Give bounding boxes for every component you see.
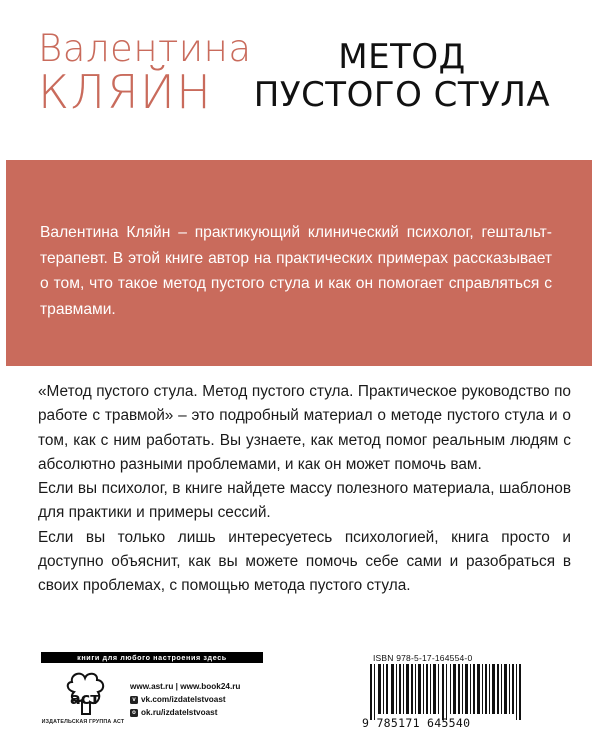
author-name bbox=[38, 27, 252, 119]
author-bio: Валентина Кляйн – практикующий клинический психолог, гештальт-терапевт. В этой книге автор на практических примерах рассказывает о том, что такое метод пустого стула и как он помогает справляться с травмами. bbox=[40, 224, 552, 318]
logo-text: аст bbox=[70, 689, 100, 708]
vk-row bbox=[130, 693, 240, 706]
author-last-name: КЛЯЙН bbox=[38, 65, 213, 119]
title-line-1: МЕТОД bbox=[338, 37, 466, 77]
description-paragraph: Если вы психолог, в книге найдете массу полезного материала, шаблонов для практики и примеры сессий. bbox=[38, 480, 571, 522]
website-link[interactable]: www.ast.ru | www.book24.ru bbox=[130, 682, 241, 691]
publisher-links bbox=[130, 680, 240, 719]
title-line-2: ПУСТОГО СТУЛА bbox=[253, 75, 551, 116]
slogan-bar: книги для любого настроения здесь bbox=[41, 652, 263, 663]
ok-row bbox=[130, 706, 240, 719]
book-description bbox=[38, 380, 571, 599]
barcode-icon bbox=[370, 664, 522, 720]
vk-link[interactable]: vk.com/izdatelstvoast bbox=[141, 695, 226, 704]
description-paragraph: «Метод пустого стула. Метод пустого стула. Практическое руководство по работе с травмой» – это подробный материал о методе пустого стула и о том, как с ним работать. Вы узнаете, как метод помог реальным людям с абсолютно разными проблемами, и как он может помочь вам. bbox=[38, 383, 571, 473]
publisher-name: ИЗДАТЕЛЬСКАЯ ГРУППА АСТ bbox=[41, 719, 125, 725]
author-first-name: Валентина bbox=[38, 27, 252, 70]
ok-link[interactable]: ok.ru/izdatelstvoast bbox=[141, 708, 218, 717]
vk-icon: v bbox=[130, 696, 138, 704]
website-row bbox=[130, 680, 240, 693]
ok-icon: o bbox=[130, 709, 138, 717]
book-title bbox=[252, 38, 552, 114]
ast-logo-icon bbox=[52, 668, 114, 720]
barcode-digits: 9 785171 645540 bbox=[362, 716, 471, 730]
description-paragraph: Если вы только лишь интересуетесь психологией, книга просто и доступно объяснит, как вы можете помочь себе сами и разобраться в своих проблемах, с помощью метода пустого стула. bbox=[38, 528, 571, 595]
isbn: ISBN 978-5-17-164554-0 bbox=[373, 653, 473, 663]
